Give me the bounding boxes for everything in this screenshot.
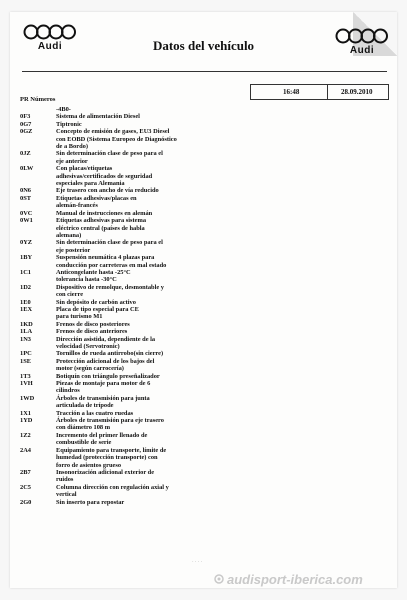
pr-code-list <box>20 106 360 506</box>
pr-description: Frenos de disco posteriores <box>56 320 130 328</box>
pr-code-row <box>20 195 360 210</box>
pr-code-row <box>20 395 360 410</box>
pr-description: Sin inserto para repostar <box>56 498 125 506</box>
timestamp-box <box>250 84 389 100</box>
pr-description: Protección adicional de los bajos del motor (según carrocería) <box>56 357 155 373</box>
brand-name: Audi <box>349 45 375 56</box>
pr-code-row <box>20 358 360 373</box>
pr-code: 1T3 <box>20 372 31 380</box>
pr-description: Sistema de alimentación Diesel <box>56 113 140 121</box>
pr-code: 1C1 <box>20 268 32 276</box>
pr-code-row <box>20 113 360 120</box>
pr-code: 0N6 <box>20 187 32 195</box>
pr-code-row <box>20 187 360 194</box>
pr-description: Árboles de transmisión para junta articulada de trípode <box>56 394 150 410</box>
pr-code-row <box>20 380 360 395</box>
pr-code-row <box>20 321 360 328</box>
pr-description: Tornillos de rueda antirrobo(sin cierre) <box>56 350 164 358</box>
pr-code: 1PC <box>20 350 32 358</box>
header-divider <box>22 71 387 72</box>
pr-code: 1D2 <box>20 283 32 291</box>
pr-code-row <box>20 165 360 187</box>
pr-code-row <box>20 469 360 484</box>
pr-code: 0LW <box>20 165 34 173</box>
pr-code-row <box>20 254 360 269</box>
pr-code: 1WD <box>20 394 35 402</box>
pr-code: 1KD <box>20 320 33 328</box>
pr-description: -4B0- <box>56 106 71 113</box>
pr-code: 1E0 <box>20 298 31 306</box>
pr-code-row <box>20 328 360 335</box>
pr-code: 1X1 <box>20 409 32 417</box>
pr-description: Eje trasero con ancho de vía reducido <box>56 187 159 195</box>
pr-description: Con placas/etiquetas adhesivas/certificados de seguridad especiales para Alemania <box>56 165 153 188</box>
pr-description: Árboles de transmisión para eje trasero con diámetro 108 m <box>56 417 164 432</box>
scan-artifact: · · · · <box>192 560 203 565</box>
pr-description: Manual de instrucciones en alemán <box>56 209 153 217</box>
pr-code-row <box>20 150 360 165</box>
pr-code-row <box>20 417 360 432</box>
pr-code: 1N3 <box>20 335 32 343</box>
pr-code-row <box>20 128 360 150</box>
pr-code: 2A4 <box>20 446 32 454</box>
pr-description: Etiquetas adhesivas para sistema eléctrico central (países de habla alemana) <box>56 217 147 239</box>
print-time: 16:48 <box>283 88 300 96</box>
watermark-text: audisport-iberica.com <box>227 572 363 587</box>
pr-code: 1SE <box>20 357 32 365</box>
pr-code: 1YD <box>20 417 33 425</box>
brand-name: Audi <box>37 41 63 52</box>
timestamp-separator <box>327 85 328 99</box>
pr-code: 1LA <box>20 328 33 336</box>
pr-code: 2G0 <box>20 498 32 506</box>
pr-code-row <box>20 373 360 380</box>
pr-code-row <box>20 447 360 469</box>
pr-code-row <box>20 210 360 217</box>
pr-numbers-label: PR Números <box>20 96 56 103</box>
pr-code: 0W1 <box>20 217 33 225</box>
pr-code: 0ST <box>20 194 32 202</box>
pr-description: Placa de tipo especial para CE para turismo M1 <box>56 305 139 321</box>
pr-code: 1VH <box>20 380 33 388</box>
pr-code-row <box>20 121 360 128</box>
pr-code-row <box>20 410 360 417</box>
pr-code-row <box>20 269 360 284</box>
pr-code: 2B7 <box>20 468 31 476</box>
pr-description: Equipamiento para transporte, límite de humedad (protección transporte) con forro de asientos grueso <box>56 446 167 469</box>
pr-description: Tiptronic <box>56 120 82 128</box>
pr-description: Incremento del primer llenado de combustible de serie <box>56 431 148 447</box>
pr-description: Sin determinación clase de peso para el eje posterior <box>56 239 163 254</box>
pr-code-row <box>20 484 360 499</box>
pr-description: Insonorización adicional exterior de ruidos <box>56 468 155 484</box>
print-date: 28.09.2010 <box>341 88 373 96</box>
pr-code-row <box>20 499 360 506</box>
pr-code: 1BY <box>20 254 33 262</box>
pr-code: 0YZ <box>20 239 33 247</box>
pr-code: 1EX <box>20 305 33 313</box>
pr-code-row <box>20 306 360 321</box>
pr-code: 1Z2 <box>20 431 31 439</box>
watermark <box>214 572 363 587</box>
pr-code: 0G7 <box>20 120 32 128</box>
pr-description: Frenos de disco anteriores <box>56 328 128 336</box>
audi-rings-icon <box>334 28 390 44</box>
audi-logo-right <box>334 28 390 56</box>
pr-code-row <box>20 336 360 351</box>
pr-description: Tracción a las cuatro ruedas <box>56 409 134 417</box>
pr-description: Piezas de montaje para motor de 6 cilindros <box>56 380 151 395</box>
pr-description: Anticongelante hasta -25°C tolerancia hasta -30°C <box>56 268 131 284</box>
pr-description: Etiquetas adhesivas/placas en alemán-francés <box>56 194 137 210</box>
pr-code-row <box>20 106 360 113</box>
pr-description: Columna dirección con regulación axial y vertical <box>56 483 169 499</box>
pr-code: 0JZ <box>20 150 31 158</box>
pr-description: Concepto de emisión de gases, EU3 Diesel con EOBD (Sistema Europeo de Diagnóstico de a Bordo) <box>56 128 177 151</box>
pr-description: Dispositivo de remolque, desmontable y con cierre <box>56 283 164 299</box>
pr-code-row <box>20 432 360 447</box>
pr-code: 0VC <box>20 209 33 217</box>
pr-description: Suspensión neumática 4 plazas para conducción por carreteras en mal estado <box>56 254 167 269</box>
pr-code-row <box>20 299 360 306</box>
pr-code: 2C5 <box>20 483 32 491</box>
pr-code-row <box>20 350 360 357</box>
page-title: Datos del vehículo <box>152 38 255 53</box>
pr-description: Dirección asistida, dependiente de la velocidad (Servotronic) <box>56 335 156 350</box>
pr-description: Sin determinación clase de peso para el eje anterior <box>56 150 163 165</box>
pr-code-row <box>20 239 360 254</box>
pr-code: 0GZ <box>20 128 33 136</box>
pr-description: Botiquín con triángulo preseñalizador <box>56 372 160 380</box>
pr-code-row <box>20 217 360 239</box>
pr-code-row <box>20 284 360 299</box>
pr-description: Sin depósito de carbón activo <box>56 298 136 306</box>
watermark-logo-icon <box>214 574 224 584</box>
pr-code: 0F3 <box>20 113 31 121</box>
